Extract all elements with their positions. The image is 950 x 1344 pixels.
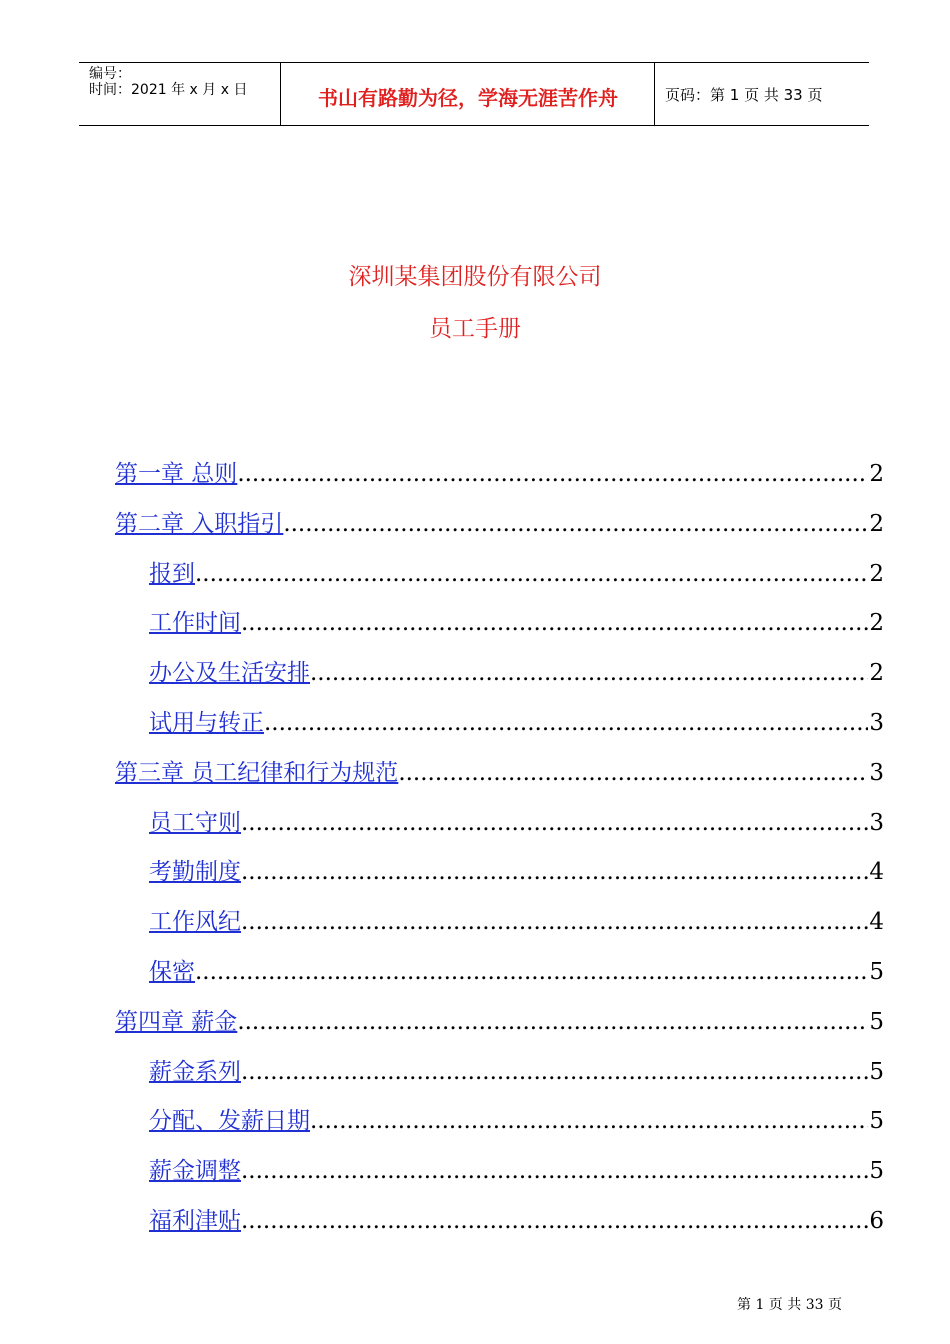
toc-leader-dots xyxy=(241,908,868,936)
toc-entry xyxy=(149,801,884,837)
toc-leader-dots xyxy=(283,510,868,538)
toc-entry xyxy=(149,601,884,637)
toc-entry-link[interactable]: 第二章 入职指引 xyxy=(115,510,284,537)
toc-leader-dots xyxy=(398,759,868,787)
toc-entry-link[interactable]: 分配、发薪日期 xyxy=(149,1108,310,1135)
date-label: 时间：2021 年 x 月 x 日 xyxy=(89,82,248,98)
company-title: 深圳某集团股份有限公司 xyxy=(348,264,602,290)
toc-entry-link[interactable]: 薪金系列 xyxy=(149,1058,241,1085)
header-motto-cell xyxy=(281,63,655,125)
toc-entry-link[interactable]: 第三章 员工纪律和行为规范 xyxy=(115,759,399,786)
toc-page-number: 5 xyxy=(869,1158,884,1185)
toc-entry xyxy=(149,1099,884,1135)
toc-page-number: 2 xyxy=(869,461,884,487)
header-page-info: 页码：第 1 页 共 33 页 xyxy=(665,86,823,104)
toc-leader-dots xyxy=(264,709,868,737)
toc-entry-link[interactable]: 员工守则 xyxy=(149,809,241,836)
toc-page-number: 3 xyxy=(869,759,884,786)
toc-page-number: 5 xyxy=(869,1008,884,1035)
toc-page-number: 2 xyxy=(869,660,884,687)
toc-leader-dots xyxy=(310,659,868,687)
toc-leader-dots xyxy=(237,1008,868,1036)
document-title: 员工手册 xyxy=(429,316,521,342)
toc-leader-dots xyxy=(241,609,868,637)
toc-page-number: 3 xyxy=(869,710,884,736)
toc-page-number: 2 xyxy=(869,610,884,637)
serial-number-label: 编号： xyxy=(89,66,131,82)
header-motto: 书山有路勤为径，学海无涯苦作舟 xyxy=(318,86,618,110)
header-info-cell xyxy=(79,63,281,125)
toc-entry xyxy=(149,701,884,737)
toc-entry xyxy=(149,900,884,936)
toc-entry xyxy=(149,552,884,588)
toc-entry-link[interactable]: 工作时间 xyxy=(149,610,241,637)
toc-entry-link[interactable]: 报到 xyxy=(149,560,195,587)
toc-entry xyxy=(149,950,884,986)
toc-entry-link[interactable]: 保密 xyxy=(149,959,195,985)
toc-leader-dots xyxy=(241,809,868,837)
toc-leader-dots xyxy=(241,1058,868,1086)
toc-entry xyxy=(115,1000,884,1036)
toc-leader-dots xyxy=(195,560,868,588)
toc-entry xyxy=(149,850,884,886)
toc-page-number: 5 xyxy=(869,959,884,985)
toc-entry-link[interactable]: 试用与转正 xyxy=(149,710,264,736)
toc-entry-link[interactable]: 工作风纪 xyxy=(149,909,241,936)
toc-entry xyxy=(149,1199,884,1235)
toc-entry xyxy=(115,502,884,538)
toc-page-number: 6 xyxy=(869,1208,884,1234)
toc-page-number: 5 xyxy=(869,1108,884,1135)
footer-page-info: 第 1 页 共 33 页 xyxy=(737,1297,842,1313)
page-header xyxy=(79,62,869,126)
toc-page-number: 3 xyxy=(869,809,884,836)
toc-entry xyxy=(115,751,884,787)
toc-entry-link[interactable]: 第四章 薪金 xyxy=(115,1008,238,1035)
toc-leader-dots xyxy=(195,958,868,986)
toc-page-number: 5 xyxy=(869,1058,884,1085)
toc-page-number: 2 xyxy=(869,510,884,537)
toc-page-number: 4 xyxy=(869,859,884,886)
toc-leader-dots xyxy=(310,1107,868,1135)
toc-leader-dots xyxy=(241,858,868,886)
toc-entry-link[interactable]: 考勤制度 xyxy=(149,859,241,886)
toc-entry xyxy=(115,452,884,488)
toc-entry-link[interactable]: 薪金调整 xyxy=(149,1158,241,1185)
toc-leader-dots xyxy=(241,1207,868,1235)
toc-leader-dots xyxy=(237,460,868,488)
toc-page-number: 4 xyxy=(869,909,884,936)
toc-leader-dots xyxy=(241,1157,868,1185)
header-page-cell xyxy=(655,63,869,125)
toc-entry xyxy=(149,651,884,687)
toc-page-number: 2 xyxy=(869,560,884,587)
toc-entry-link[interactable]: 第一章 总则 xyxy=(115,461,238,487)
toc-entry-link[interactable]: 福利津贴 xyxy=(149,1208,241,1234)
toc-entry xyxy=(149,1050,884,1086)
toc-entry-link[interactable]: 办公及生活安排 xyxy=(149,660,310,687)
toc-entry xyxy=(149,1149,884,1185)
